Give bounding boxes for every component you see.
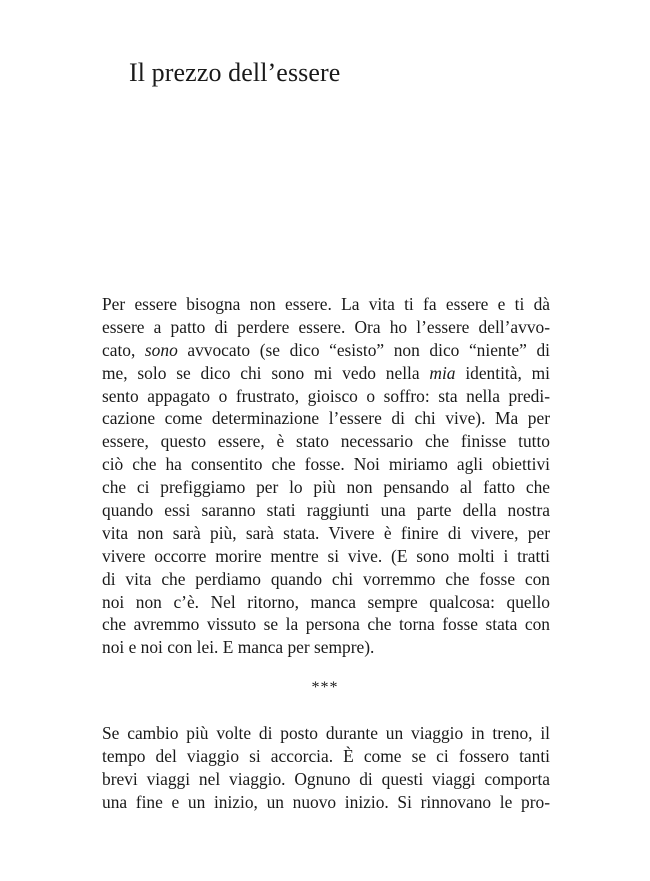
text-segment: che avremmo vissuto se la persona che torna fosse stata con — [102, 614, 550, 635]
text-segment: sento appagato o frustrato, gioisco o soffro: sta nella predi- — [102, 385, 550, 406]
text-line — [102, 362, 550, 385]
text-segment: noi e noi con lei. E manca per sempre). — [102, 637, 375, 658]
text-segment: quando essi saranno stati raggiunti una parte della nostra — [102, 500, 550, 521]
text-line — [102, 476, 550, 499]
text-segment: Se cambio più volte di posto durante un viaggio in treno, il — [102, 723, 550, 743]
text-line — [102, 791, 550, 814]
text-line — [102, 636, 550, 659]
emphasis: sono — [144, 339, 178, 360]
text-segment: cato, — [102, 339, 145, 360]
text-line — [102, 293, 550, 316]
paragraph-2 — [102, 722, 550, 814]
section-separator: *** — [311, 679, 339, 696]
text-segment: vivere occorre morire mentre si vive. (E sono molti i tratti — [102, 545, 550, 566]
text-line — [102, 568, 550, 591]
paragraph-1 — [102, 293, 550, 659]
text-line — [102, 385, 550, 408]
chapter-title: Il prezzo dell’essere — [129, 58, 341, 87]
text-segment: me, solo se dico chi sono mi vedo nella — [102, 362, 430, 383]
text-segment: di vita che perdiamo quando chi vorremmo che fosse con — [102, 568, 550, 589]
text-segment: Per essere bisogna non essere. La vita ti fa essere e ti dà — [102, 294, 550, 314]
text-line — [102, 722, 550, 745]
text-segment: cazione come determinazione l’essere di chi vive). Ma per — [102, 408, 550, 429]
text-line — [102, 453, 550, 476]
emphasis: mia — [429, 362, 456, 383]
text-line — [102, 316, 550, 339]
text-line — [102, 499, 550, 522]
text-line — [102, 613, 550, 636]
text-line — [102, 430, 550, 453]
text-line — [102, 591, 550, 614]
text-segment: una fine e un inizio, un nuovo inizio. Si rinnovano le pro- — [102, 791, 550, 812]
text-segment: brevi viaggi nel viaggio. Ognuno di questi viaggi comporta — [102, 768, 550, 789]
text-segment: che ci prefiggiamo per lo più non pensando al fatto che — [102, 477, 550, 498]
text-line — [102, 339, 550, 362]
text-line — [102, 407, 550, 430]
text-line — [102, 768, 550, 791]
text-segment: tempo del viaggio si accorcia. È come se ci fossero tanti — [102, 745, 550, 766]
text-segment: essere, questo essere, è stato necessario che finisse tutto — [102, 431, 550, 452]
text-segment: ciò che ha consentito che fosse. Noi miriamo agli obiettivi — [102, 454, 550, 475]
text-line — [102, 522, 550, 545]
text-segment: noi non c’è. Nel ritorno, manca sempre qualcosa: quello — [102, 591, 550, 612]
text-segment: essere a patto di perdere essere. Ora ho l’essere dell’avvo- — [102, 316, 550, 337]
text-line — [102, 545, 550, 568]
text-line — [102, 745, 550, 768]
text-segment: identità, mi — [455, 362, 550, 383]
text-segment: avvocato (se dico “esisto” non dico “niente” di — [177, 339, 550, 360]
text-segment: vita non sarà più, sarà stata. Vivere è finire di vivere, per — [102, 522, 550, 543]
